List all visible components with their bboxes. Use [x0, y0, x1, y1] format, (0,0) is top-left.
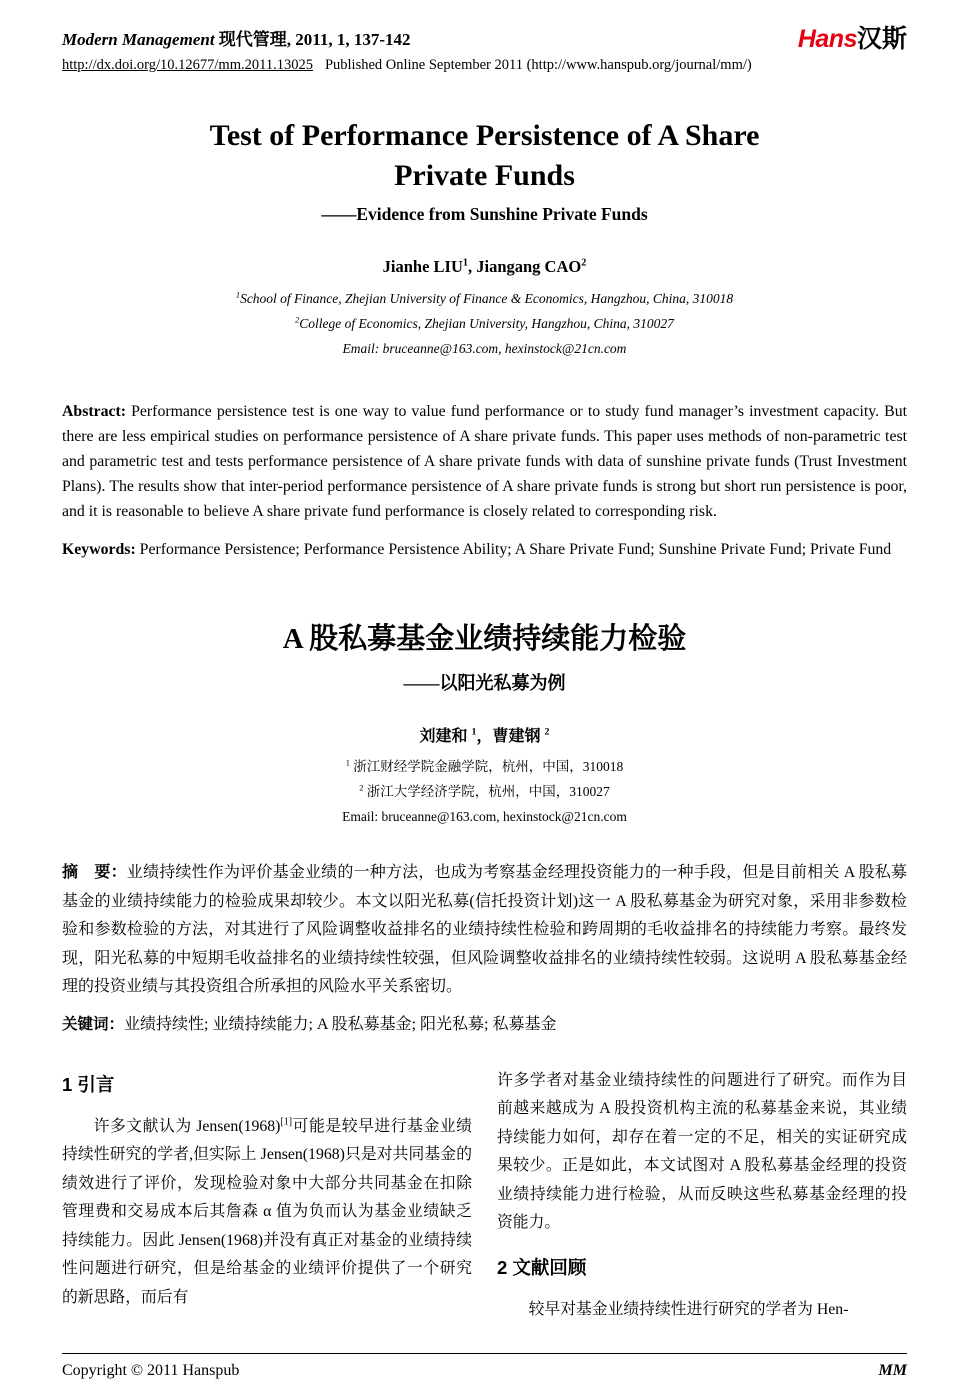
author-2-affil-sup: 2: [581, 257, 587, 269]
keywords-label-zh: 关键词：: [62, 1015, 125, 1033]
abstract-en: [62, 399, 907, 524]
authors-zh: [62, 723, 907, 746]
paper-title-en: [62, 116, 907, 196]
author-separator-zh: ，曹建钢: [476, 728, 545, 745]
author-2-name: Jiangang CAO: [476, 257, 582, 276]
right-column-paragraph-1: 许多学者对基金业绩持续性的问题进行了研究。而作为目前越来越成为 A 股投资机构主流的私募基金来说，其业绩持续能力如何，却存在着一定的不足，相关的实证研究成果较少。正是如此，本文试图对 A 股私募基金经理的投资业绩持续能力进行检验，从而反映这些私募基金经理的投资能力。: [497, 1071, 907, 1231]
section-2-heading: 2 文献回顾: [497, 1256, 587, 1278]
paper-title-zh: A 股私募基金业绩持续能力检验: [282, 623, 687, 655]
affiliation-1-text: School of Finance, Zhejian University of Finance & Economics, Hangzhou, China, 310018: [240, 291, 734, 306]
author-1-name-zh: 刘建和: [419, 728, 472, 745]
affiliations-en: [62, 286, 907, 361]
title-line-1: Test of Performance Persistence of A Share: [209, 119, 760, 152]
affiliation-1-sup-zh: 1: [345, 758, 350, 768]
abstract-text-en: Performance persistence test is one way to value fund performance or to study fund manager’s investment capacity. But there are less empirical studies on performance persistence of A share private funds. This paper uses methods of non-parametric test and parametric test and tests performance persistence of A share private funds with data of sunshine private funds (Trust Investment Plans). The results show that inter-period performance persistence of A share private funds is strong but short run persistence is poor, and it is reasonable to believe A share private fund performance is closely related to corresponding risk.: [62, 403, 907, 520]
doi-line: [62, 57, 752, 74]
title-line-2: Private Funds: [394, 159, 575, 192]
journal-header: [62, 25, 907, 74]
section-2-paragraph: 较早对基金业绩持续性进行研究的学者为 Hen-: [528, 1300, 849, 1318]
section-1-paragraph: [62, 1113, 472, 1313]
keywords-label-en: Keywords:: [62, 541, 136, 558]
section-1-text-a: 许多文献认为 Jensen(1968): [93, 1117, 281, 1135]
page-footer: [62, 1353, 907, 1380]
affiliation-1-text-zh: 浙江财经学院金融学院，杭州，中国，310018: [349, 759, 624, 774]
email-line-zh: Email: bruceanne@163.com, hexinstock@21cn.com: [342, 809, 627, 824]
affiliation-2-text-zh: 浙江大学经济学院，杭州，中国，310027: [363, 784, 610, 799]
affiliation-2-sup-zh: 2: [359, 783, 364, 793]
copyright-notice: Copyright © 2011 Hanspub: [62, 1362, 240, 1379]
right-column: [497, 1067, 907, 1325]
keywords-en: [62, 537, 907, 562]
author-2-affil-sup-zh: 2: [544, 726, 550, 738]
journal-abbreviation: MM: [878, 1362, 907, 1379]
reference-1-marker: [1]: [280, 1116, 293, 1128]
paper-subtitle-zh: ——以阳光私募为例: [403, 673, 566, 693]
keywords-text-zh: 业绩持续性; 业绩持续能力; A 股私募基金; 阳光私募; 私募基金: [124, 1015, 557, 1033]
affiliation-1-sup: 1: [235, 290, 241, 300]
journal-info-block: [62, 25, 752, 74]
hans-logo-text: Hans: [797, 25, 857, 53]
journal-title: Modern Management: [62, 30, 215, 49]
affiliation-2-zh: [62, 779, 907, 804]
author-1-affil-sup: 1: [462, 257, 468, 269]
abstract-text-zh: 业绩持续性作为评价基金业绩的一种方法，也成为考察基金经理投资能力的一种手段，但是目前相关 A 股私募基金的业绩持续能力的检验成果却较少。本文以阳光私募(信托投资计划)这一 A 股私募基金为研究对象，采用非参数检验和参数检验的方法，对其进行了风险调整收益排名的业绩持续性检验和跨周期的毛收益排名的持续能力考察。最终发现，阳光私募的中短期毛收益排名的业绩持续性较强，但风险调整收益排名的业绩持续性较弱。这说明 A 股私募基金经理的投资业绩与其投资组合所承担的风险水平关系密切。: [62, 864, 907, 995]
affiliation-2-text: College of Economics, Zhejian University, Hangzhou, China, 310027: [299, 316, 674, 331]
hans-publisher-logo: [798, 27, 907, 52]
doi-link[interactable]: http://dx.doi.org/10.12677/mm.2011.13025: [62, 57, 313, 73]
keywords-zh: [62, 1011, 907, 1039]
left-column: [62, 1067, 472, 1325]
author-separator: ,: [468, 257, 477, 276]
journal-title-line: [62, 25, 752, 50]
email-line-en: Email: bruceanne@163.com, hexinstock@21cn.com: [342, 341, 627, 356]
author-1-affil-sup-zh: 1: [471, 726, 477, 738]
affiliation-1-zh: [62, 754, 907, 779]
affiliation-1: [62, 286, 907, 311]
hans-logo-chinese-text: 汉斯: [856, 25, 907, 53]
affiliations-zh: [62, 754, 907, 829]
paper-subtitle-en: ——Evidence from Sunshine Private Funds: [321, 204, 648, 224]
section-1-heading: 1 引言: [62, 1073, 115, 1095]
body-columns: [62, 1067, 907, 1325]
journal-issue-info: 现代管理, 2011, 1, 137-142: [214, 30, 411, 49]
abstract-label-en: Abstract:: [62, 403, 127, 420]
published-info: Published Online September 2011 (http://www.hanspub.org/journal/mm/): [324, 57, 752, 73]
affiliation-2: [62, 311, 907, 336]
affiliation-2-sup: 2: [295, 315, 300, 325]
abstract-label-zh: 摘 要：: [62, 864, 127, 881]
authors-en: [62, 257, 907, 277]
keywords-text-en: Performance Persistence; Performance Persistence Ability; A Share Private Fund; Sunshine Private Fund; Private Fund: [135, 541, 892, 558]
author-1-name: Jianhe LIU: [382, 257, 463, 276]
section-1-text-b: 可能是较早进行基金业绩持续性研究的学者,但实际上 Jensen(1968)只是对共同基金的绩效进行了评价，发现检验对象中大部分共同基金在扣除管理费和交易成本后其詹森 α 值为负而认为基金业绩缺乏持续能力。因此 Jensen(1968)并没有真正对基金的业绩持续性问题进行研究，但是给基金的业绩评价提供了一个研究的新思路，而后有: [62, 1117, 472, 1306]
abstract-zh: [62, 859, 907, 1002]
